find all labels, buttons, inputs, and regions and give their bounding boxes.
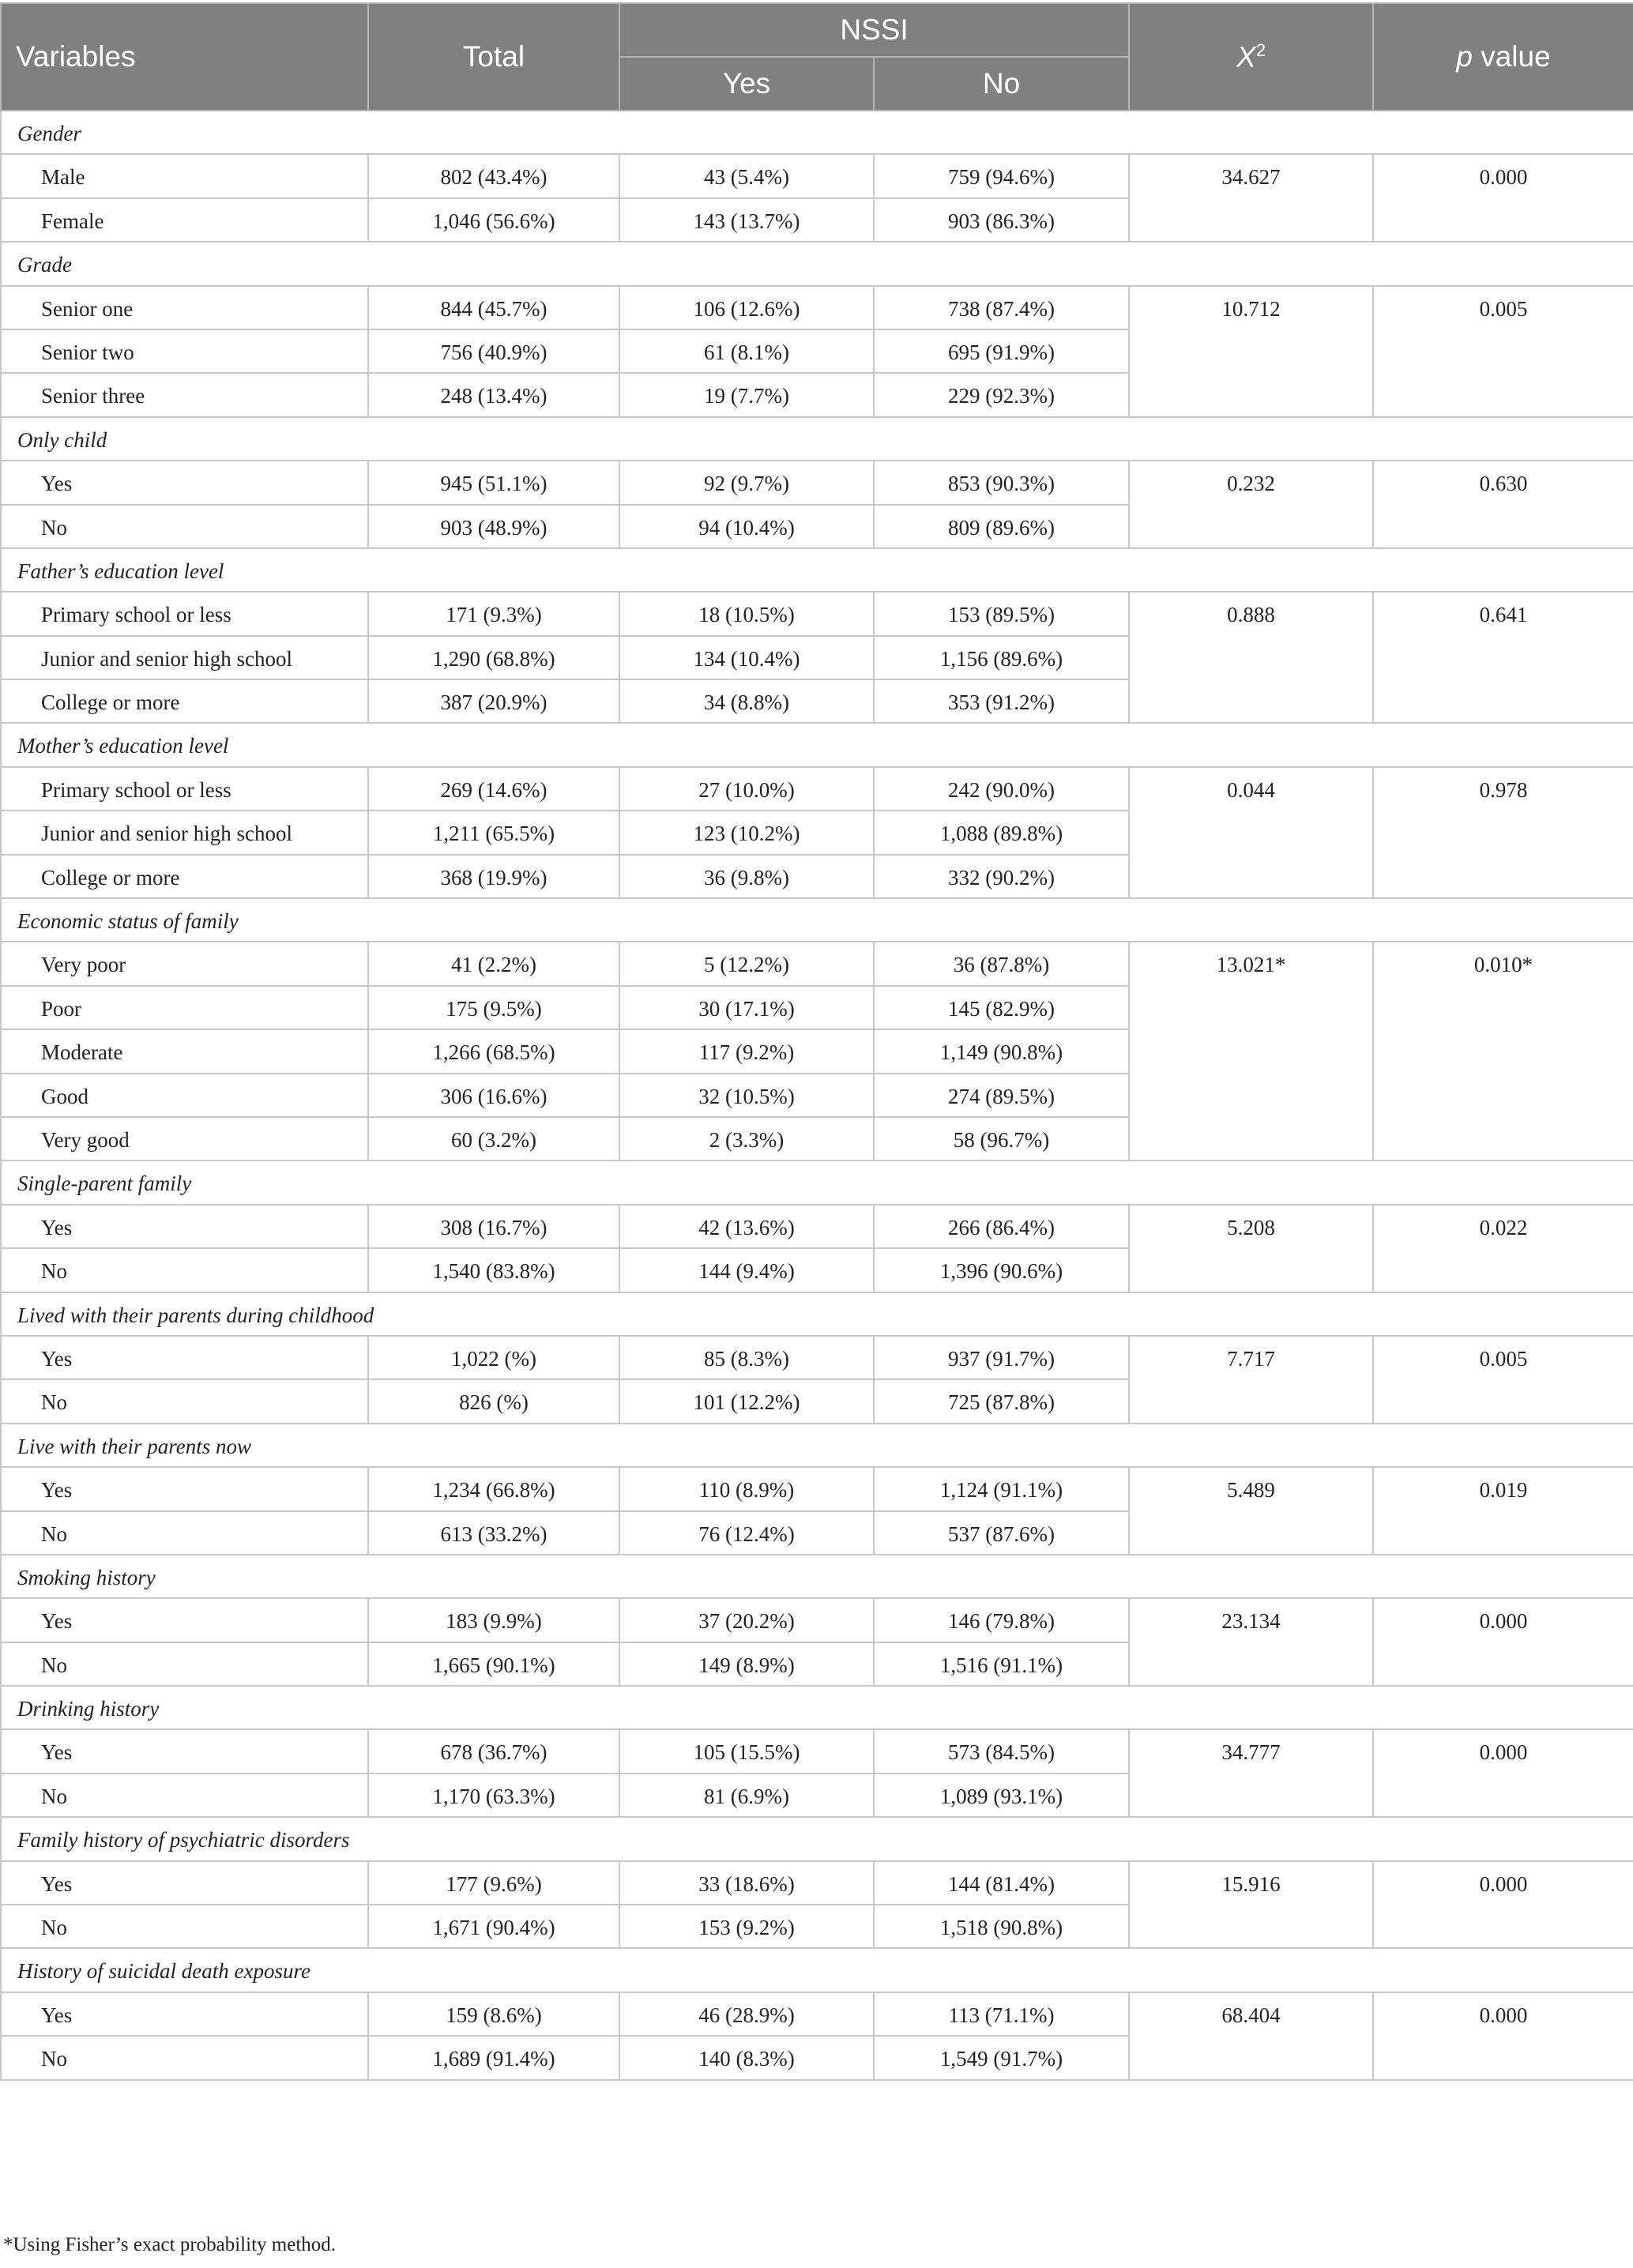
- row-label: Poor: [1, 986, 368, 1029]
- nssi-no-cell: 1,088 (89.8%): [874, 811, 1129, 854]
- chi-square-cell: 34.777: [1129, 1729, 1373, 1817]
- row-label: Senior two: [1, 329, 368, 373]
- chi-square-cell: 0.232: [1129, 461, 1373, 548]
- group-title: Single-parent family: [1, 1160, 1633, 1204]
- nssi-yes-cell: 18 (10.5%): [619, 592, 874, 635]
- nssi-yes-cell: 105 (15.5%): [619, 1729, 874, 1773]
- table-header: [1, 3, 1633, 111]
- nssi-yes-cell: 81 (6.9%): [619, 1773, 874, 1817]
- nssi-no-cell: 725 (87.8%): [874, 1379, 1129, 1423]
- total-cell: 60 (3.2%): [368, 1117, 619, 1160]
- group-header-row: [1, 1292, 1633, 1336]
- nssi-no-cell: 353 (91.2%): [874, 679, 1129, 723]
- row-label: Yes: [1, 1729, 368, 1773]
- table-row: [1, 461, 1633, 504]
- nssi-no-cell: 146 (79.8%): [874, 1598, 1129, 1642]
- nssi-yes-cell: 110 (8.9%): [619, 1467, 874, 1510]
- table-row: [1, 942, 1633, 985]
- nssi-no-cell: 113 (71.1%): [874, 1992, 1129, 2036]
- row-label: College or more: [1, 679, 368, 723]
- row-label: No: [1, 1248, 368, 1292]
- row-label: No: [1, 2036, 368, 2079]
- total-cell: 1,266 (68.5%): [368, 1029, 619, 1073]
- chi-square-cell: 5.489: [1129, 1467, 1373, 1555]
- nssi-yes-cell: 153 (9.2%): [619, 1905, 874, 1948]
- nssi-yes-cell: 46 (28.9%): [619, 1992, 874, 2036]
- row-label: Very good: [1, 1117, 368, 1160]
- nssi-no-cell: 332 (90.2%): [874, 855, 1129, 898]
- group-title: Live with their parents now: [1, 1424, 1633, 1467]
- total-cell: 1,540 (83.8%): [368, 1248, 619, 1292]
- table-row: [1, 154, 1633, 197]
- row-label: College or more: [1, 855, 368, 898]
- nssi-no-cell: 36 (87.8%): [874, 942, 1129, 985]
- row-label: Yes: [1, 1598, 368, 1642]
- row-label: Senior three: [1, 373, 368, 416]
- nssi-yes-cell: 27 (10.0%): [619, 767, 874, 811]
- nssi-no-cell: 695 (91.9%): [874, 329, 1129, 373]
- total-cell: 41 (2.2%): [368, 942, 619, 985]
- p-value-cell: 0.022: [1373, 1205, 1633, 1292]
- p-symbol: p: [1456, 40, 1473, 73]
- nssi-yes-cell: 34 (8.8%): [619, 679, 874, 723]
- row-label: Yes: [1, 1336, 368, 1379]
- nssi-no-cell: 274 (89.5%): [874, 1074, 1129, 1117]
- table-body: [1, 111, 1633, 2080]
- p-value-cell: 0.000: [1373, 1861, 1633, 1949]
- nssi-yes-cell: 42 (13.6%): [619, 1205, 874, 1248]
- nssi-yes-cell: 43 (5.4%): [619, 154, 874, 197]
- nssi-yes-cell: 106 (12.6%): [619, 286, 874, 329]
- header-total: Total: [368, 3, 619, 111]
- total-cell: 802 (43.4%): [368, 154, 619, 197]
- row-label: Very poor: [1, 942, 368, 985]
- nssi-yes-cell: 123 (10.2%): [619, 811, 874, 854]
- chi-square-cell: 10.712: [1129, 286, 1373, 417]
- nssi-yes-cell: 85 (8.3%): [619, 1336, 874, 1379]
- table-row: [1, 1467, 1633, 1510]
- nssi-yes-cell: 134 (10.4%): [619, 636, 874, 679]
- total-cell: 306 (16.6%): [368, 1074, 619, 1117]
- nssi-yes-cell: 30 (17.1%): [619, 986, 874, 1029]
- nssi-no-cell: 1,149 (90.8%): [874, 1029, 1129, 1073]
- p-value-cell: 0.641: [1373, 592, 1633, 723]
- group-title: Smoking history: [1, 1555, 1633, 1598]
- total-cell: 308 (16.7%): [368, 1205, 619, 1248]
- row-label: Primary school or less: [1, 592, 368, 635]
- group-title: Father’s education level: [1, 548, 1633, 592]
- group-title: Economic status of family: [1, 898, 1633, 942]
- row-label: Yes: [1, 1861, 368, 1905]
- chi-square-cell: 68.404: [1129, 1992, 1373, 2080]
- group-header-row: [1, 1160, 1633, 1204]
- p-value-cell: 0.630: [1373, 461, 1633, 548]
- nssi-no-cell: 1,156 (89.6%): [874, 636, 1129, 679]
- row-label: No: [1, 505, 368, 548]
- group-header-row: [1, 242, 1633, 285]
- total-cell: 613 (33.2%): [368, 1511, 619, 1555]
- row-label: Primary school or less: [1, 767, 368, 811]
- nssi-yes-cell: 61 (8.1%): [619, 329, 874, 373]
- group-header-row: [1, 548, 1633, 592]
- total-cell: 159 (8.6%): [368, 1992, 619, 2036]
- total-cell: 1,211 (65.5%): [368, 811, 619, 854]
- total-cell: 903 (48.9%): [368, 505, 619, 548]
- header-nssi: NSSI: [619, 3, 1129, 57]
- header-nssi-no: No: [874, 57, 1129, 111]
- row-label: Junior and senior high school: [1, 811, 368, 854]
- nssi-no-cell: 853 (90.3%): [874, 461, 1129, 504]
- row-label: Junior and senior high school: [1, 636, 368, 679]
- nssi-no-cell: 1,396 (90.6%): [874, 1248, 1129, 1292]
- row-label: Yes: [1, 461, 368, 504]
- nssi-no-cell: 144 (81.4%): [874, 1861, 1129, 1905]
- nssi-yes-cell: 94 (10.4%): [619, 505, 874, 548]
- nssi-yes-cell: 92 (9.7%): [619, 461, 874, 504]
- nssi-no-cell: 809 (89.6%): [874, 505, 1129, 548]
- header-p-value: [1373, 3, 1633, 111]
- total-cell: 1,170 (63.3%): [368, 1773, 619, 1817]
- row-label: Female: [1, 198, 368, 242]
- total-cell: 1,234 (66.8%): [368, 1467, 619, 1510]
- chi-square-cell: 15.916: [1129, 1861, 1373, 1949]
- nssi-yes-cell: 117 (9.2%): [619, 1029, 874, 1073]
- total-cell: 171 (9.3%): [368, 592, 619, 635]
- group-header-row: [1, 723, 1633, 766]
- nssi-no-cell: 1,518 (90.8%): [874, 1905, 1129, 1948]
- chi-square-cell: 13.021*: [1129, 942, 1373, 1160]
- nssi-yes-cell: 19 (7.7%): [619, 373, 874, 416]
- table-row: [1, 1205, 1633, 1248]
- header-nssi-yes: Yes: [619, 57, 874, 111]
- nssi-yes-cell: 2 (3.3%): [619, 1117, 874, 1160]
- group-header-row: [1, 417, 1633, 461]
- table-row: [1, 1861, 1633, 1905]
- table-row: [1, 592, 1633, 635]
- table-row: [1, 1992, 1633, 2036]
- row-label: No: [1, 1511, 368, 1555]
- total-cell: 269 (14.6%): [368, 767, 619, 811]
- group-title: Gender: [1, 111, 1633, 154]
- group-title: Mother’s education level: [1, 723, 1633, 766]
- p-value-cell: 0.000: [1373, 1729, 1633, 1817]
- total-cell: 945 (51.1%): [368, 461, 619, 504]
- p-value-cell: 0.005: [1373, 1336, 1633, 1424]
- row-label: Male: [1, 154, 368, 197]
- total-cell: 183 (9.9%): [368, 1598, 619, 1642]
- group-title: Family history of psychiatric disorders: [1, 1817, 1633, 1860]
- table-row: [1, 1598, 1633, 1642]
- row-label: No: [1, 1642, 368, 1686]
- row-label: Yes: [1, 1205, 368, 1248]
- table-footnote: *Using Fisher’s exact probability method.: [3, 2234, 337, 2255]
- header-chi-square: [1129, 3, 1373, 111]
- total-cell: 678 (36.7%): [368, 1729, 619, 1773]
- nssi-yes-cell: 32 (10.5%): [619, 1074, 874, 1117]
- total-cell: 175 (9.5%): [368, 986, 619, 1029]
- nssi-no-cell: 266 (86.4%): [874, 1205, 1129, 1248]
- nssi-yes-cell: 101 (12.2%): [619, 1379, 874, 1423]
- nssi-no-cell: 58 (96.7%): [874, 1117, 1129, 1160]
- nssi-no-cell: 242 (90.0%): [874, 767, 1129, 811]
- total-cell: 1,689 (91.4%): [368, 2036, 619, 2079]
- nssi-yes-cell: 143 (13.7%): [619, 198, 874, 242]
- total-cell: 756 (40.9%): [368, 329, 619, 373]
- nssi-no-cell: 153 (89.5%): [874, 592, 1129, 635]
- chi-square-cell: 34.627: [1129, 154, 1373, 242]
- total-cell: 826 (%): [368, 1379, 619, 1423]
- nssi-no-cell: 1,516 (91.1%): [874, 1642, 1129, 1686]
- row-label: Yes: [1, 1467, 368, 1510]
- table-row: [1, 1729, 1633, 1773]
- group-title: Only child: [1, 417, 1633, 461]
- nssi-no-cell: 537 (87.6%): [874, 1511, 1129, 1555]
- group-header-row: [1, 111, 1633, 154]
- total-cell: 1,022 (%): [368, 1336, 619, 1379]
- group-header-row: [1, 1686, 1633, 1729]
- group-title: Drinking history: [1, 1686, 1633, 1729]
- table-row: [1, 286, 1633, 329]
- row-label: Yes: [1, 1992, 368, 2036]
- row-label: No: [1, 1773, 368, 1817]
- row-label: Good: [1, 1074, 368, 1117]
- table-row: [1, 767, 1633, 811]
- chi-square-cell: 5.208: [1129, 1205, 1373, 1292]
- total-cell: 177 (9.6%): [368, 1861, 619, 1905]
- total-cell: 1,671 (90.4%): [368, 1905, 619, 1948]
- chi-square-cell: 7.717: [1129, 1336, 1373, 1424]
- nssi-yes-cell: 76 (12.4%): [619, 1511, 874, 1555]
- group-header-row: [1, 1817, 1633, 1860]
- p-value-cell: 0.005: [1373, 286, 1633, 417]
- nssi-no-cell: 1,124 (91.1%): [874, 1467, 1129, 1510]
- nssi-no-cell: 937 (91.7%): [874, 1336, 1129, 1379]
- group-title: Grade: [1, 242, 1633, 285]
- nssi-no-cell: 738 (87.4%): [874, 286, 1129, 329]
- p-value-cell: 0.019: [1373, 1467, 1633, 1555]
- p-value-cell: 0.010*: [1373, 942, 1633, 1160]
- nssi-no-cell: 573 (84.5%): [874, 1729, 1129, 1773]
- nssi-yes-cell: 149 (8.9%): [619, 1642, 874, 1686]
- total-cell: 368 (19.9%): [368, 855, 619, 898]
- total-cell: 1,046 (56.6%): [368, 198, 619, 242]
- group-title: History of suicidal death exposure: [1, 1948, 1633, 1992]
- p-value-cell: 0.000: [1373, 1598, 1633, 1686]
- nssi-comparison-table: [0, 2, 1633, 2081]
- total-cell: 248 (13.4%): [368, 373, 619, 416]
- group-header-row: [1, 1948, 1633, 1992]
- nssi-yes-cell: 36 (9.8%): [619, 855, 874, 898]
- p-value-label: value: [1472, 40, 1551, 73]
- row-label: Senior one: [1, 286, 368, 329]
- nssi-yes-cell: 140 (8.3%): [619, 2036, 874, 2079]
- p-value-cell: 0.000: [1373, 154, 1633, 242]
- total-cell: 844 (45.7%): [368, 286, 619, 329]
- chi-square-cell: 23.134: [1129, 1598, 1373, 1686]
- group-header-row: [1, 1424, 1633, 1467]
- p-value-cell: 0.000: [1373, 1992, 1633, 2080]
- nssi-no-cell: 759 (94.6%): [874, 154, 1129, 197]
- group-title: Lived with their parents during childhood: [1, 1292, 1633, 1336]
- nssi-no-cell: 903 (86.3%): [874, 198, 1129, 242]
- row-label: No: [1, 1905, 368, 1948]
- nssi-no-cell: 1,549 (91.7%): [874, 2036, 1129, 2079]
- total-cell: 1,665 (90.1%): [368, 1642, 619, 1686]
- chi-square-symbol: X: [1236, 40, 1256, 73]
- nssi-no-cell: 1,089 (93.1%): [874, 1773, 1129, 1817]
- group-header-row: [1, 1555, 1633, 1598]
- total-cell: 387 (20.9%): [368, 679, 619, 723]
- nssi-no-cell: 229 (92.3%): [874, 373, 1129, 416]
- nssi-yes-cell: 5 (12.2%): [619, 942, 874, 985]
- chi-square-superscript: 2: [1255, 39, 1266, 60]
- group-header-row: [1, 898, 1633, 942]
- nssi-no-cell: 145 (82.9%): [874, 986, 1129, 1029]
- total-cell: 1,290 (68.8%): [368, 636, 619, 679]
- chi-square-cell: 0.888: [1129, 592, 1373, 723]
- row-label: Moderate: [1, 1029, 368, 1073]
- p-value-cell: 0.978: [1373, 767, 1633, 898]
- table-row: [1, 1336, 1633, 1379]
- chi-square-cell: 0.044: [1129, 767, 1373, 898]
- nssi-yes-cell: 33 (18.6%): [619, 1861, 874, 1905]
- nssi-yes-cell: 144 (9.4%): [619, 1248, 874, 1292]
- nssi-yes-cell: 37 (20.2%): [619, 1598, 874, 1642]
- row-label: No: [1, 1379, 368, 1423]
- header-variables: Variables: [1, 3, 368, 111]
